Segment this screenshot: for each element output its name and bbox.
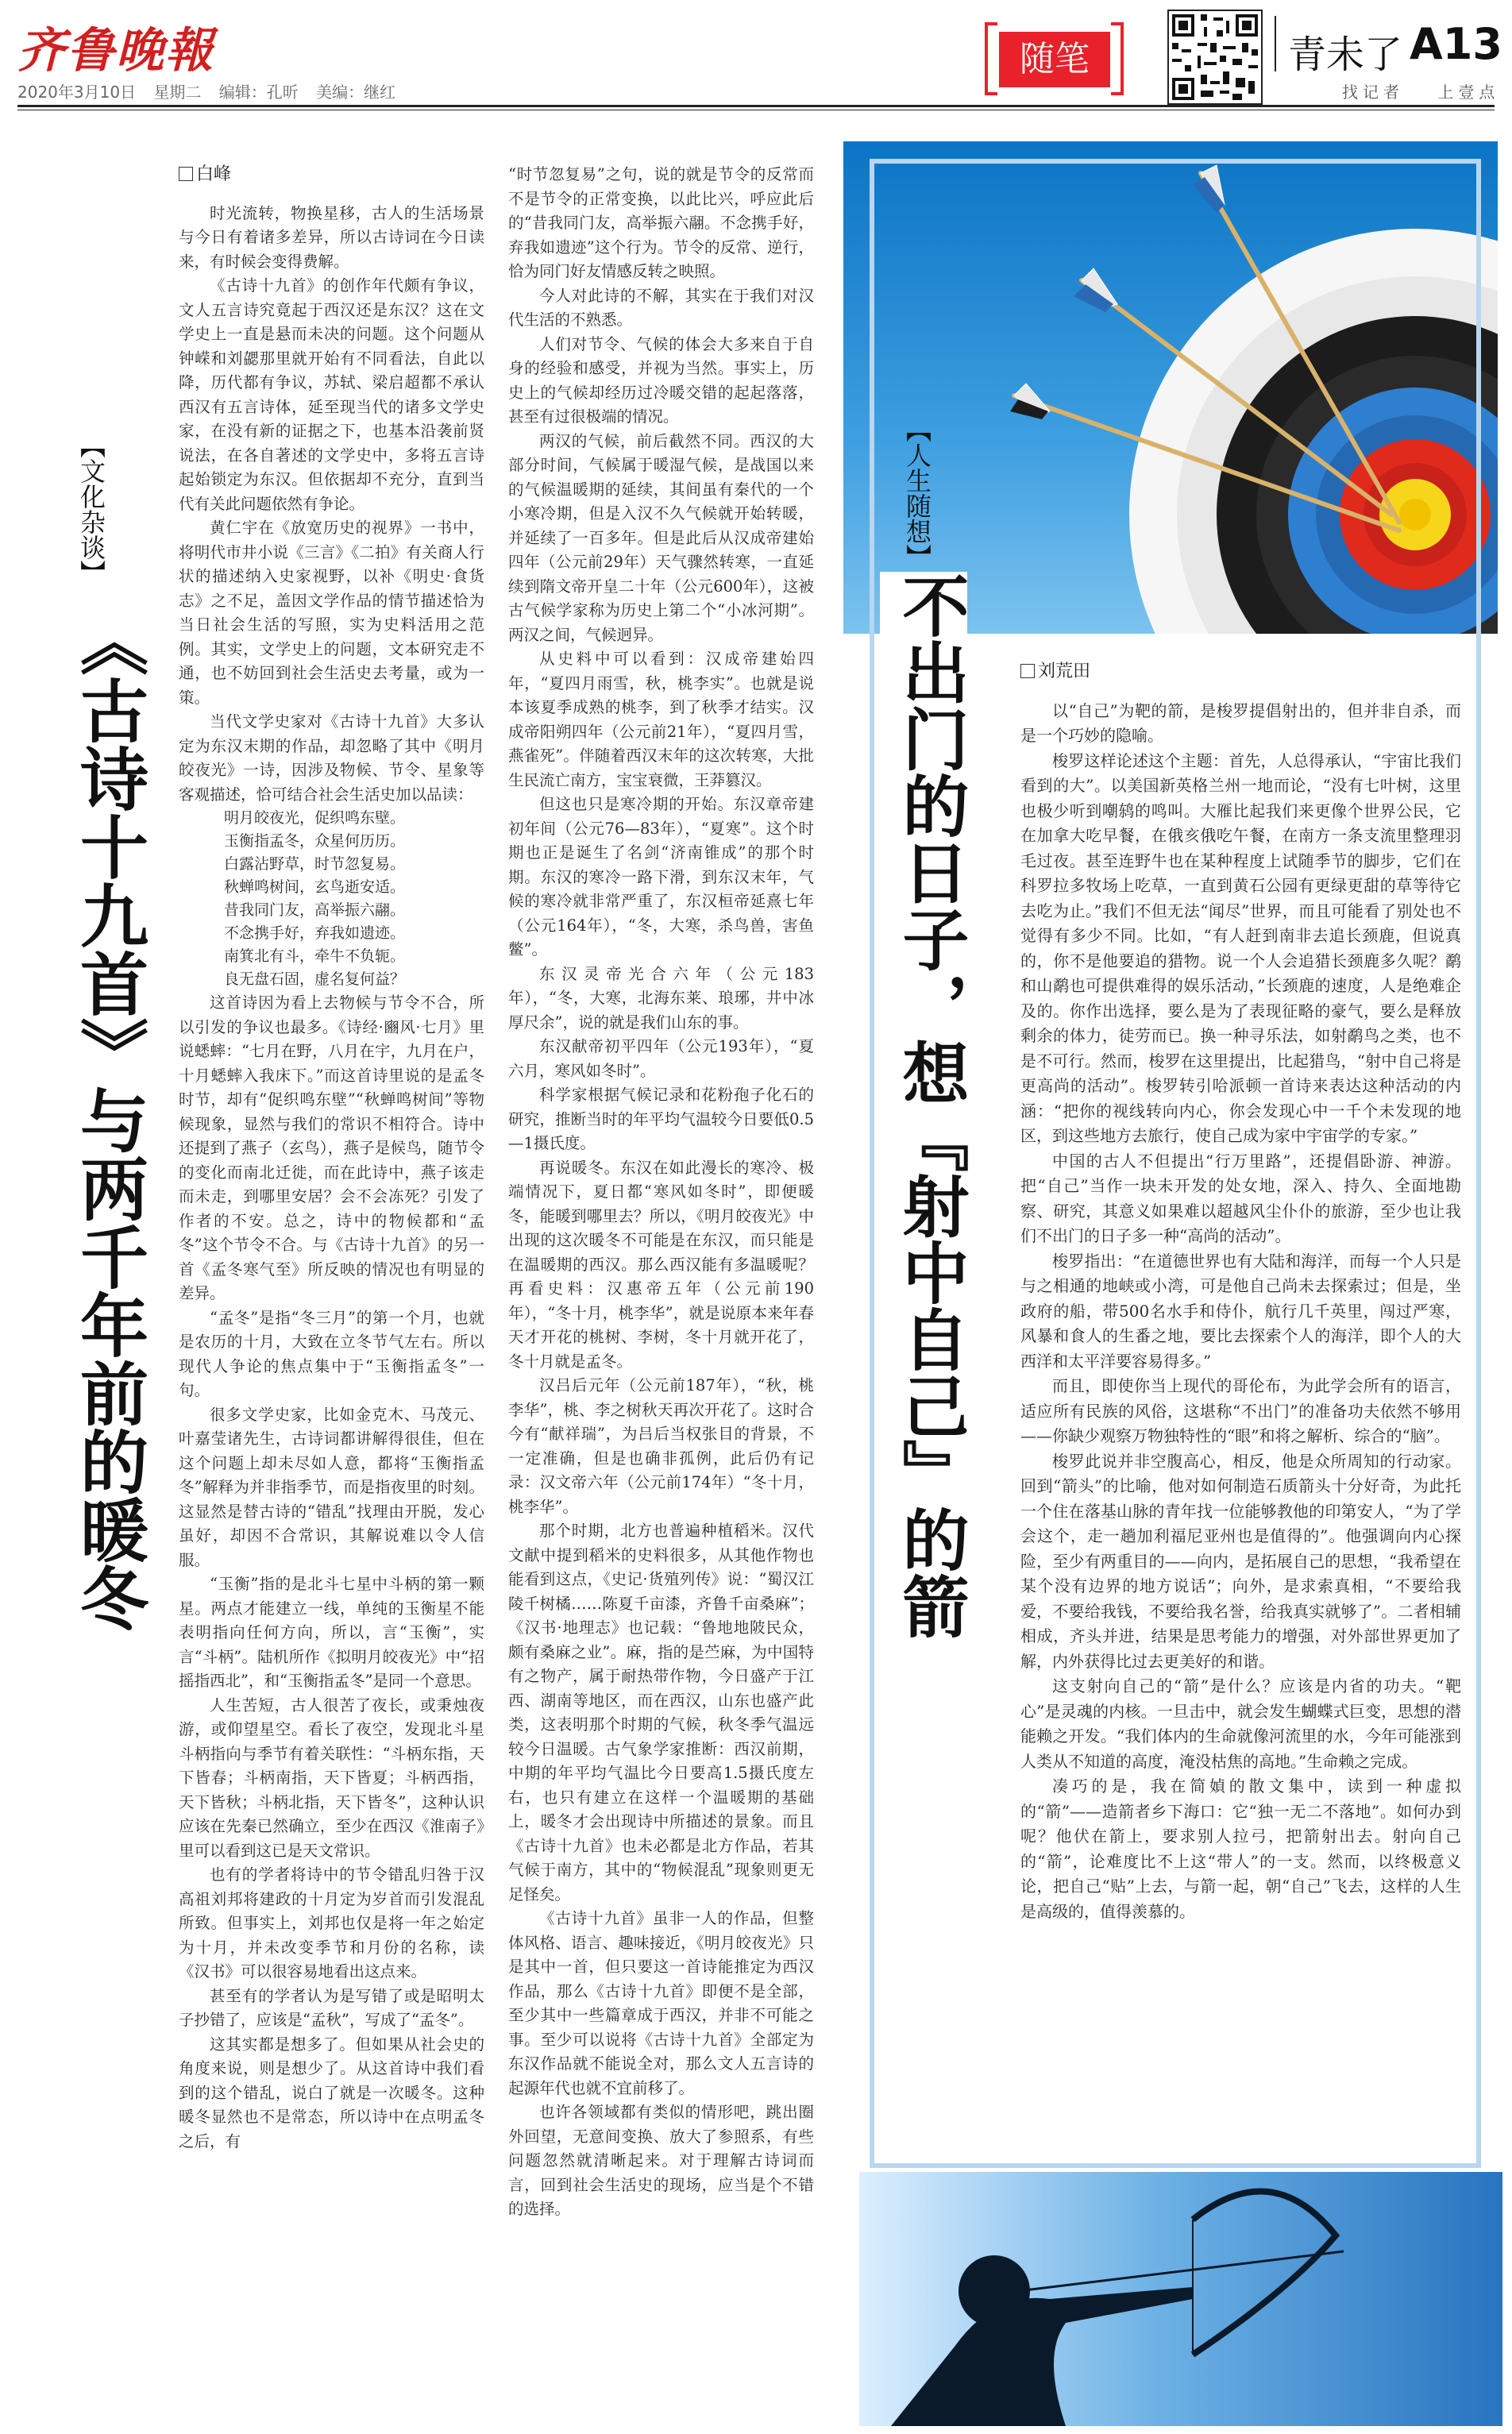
paragraph: 而且，即使你当上现代的哥伦布，为此学会所有的语言，适应所有民族的风俗，这堪称“不出门”的准备功夫依然不够用——你缺少观察万物独特性的“眼”和将之解析、综合的“脑”。 [1020, 1376, 1461, 1445]
article-body [1020, 659, 1461, 1924]
paragraph: 甚至有的学者认为是写错了或是昭明太子抄错了，应该是“孟秋”，写成了“孟冬”。 [179, 1986, 484, 2029]
column-label: 【文化杂谈】 [76, 433, 106, 585]
paragraph: 东汉献帝初平四年（公元193年），“夏六月，寒风如冬时”。 [508, 1037, 814, 1080]
paragraph: 东汉灵帝光合六年（公元183年），“冬，大寒，北海东莱、琅琊，井中冰厚尺余”，说的就是我们山东的事。 [508, 964, 814, 1032]
article-title: 《古诗十九首》与两千年前的暖冬 [68, 608, 148, 1632]
paragraph: 再说暖冬。东汉在如此漫长的寒冷、极端情况下，夏日都“寒风如冬时”，即便暖冬，能暖到哪里去？所以，《明月皎夜光》中出现的这次暖冬不可能是在东汉，而只能是在温暖期的西汉。那么西汉能有多温暖呢？再看史料：汉惠帝五年（公元前190年），“冬十月，桃李华”，就是说原本来年春天才开花的桃树、李树，冬十月就开花了，冬十月就是孟冬。 [508, 1158, 814, 1371]
issue-date: 2020年3月10日 [17, 83, 137, 102]
designer-credit: 美编：继红 [316, 83, 396, 102]
paragraph: 以“自己”为靶的箭，是梭罗提倡射出的，但并非自杀，而是一个巧妙的隐喻。 [1020, 700, 1461, 745]
byline: 刘荒田 [1020, 659, 1461, 685]
paragraph: 当代文学史家对《古诗十九首》大多认定为东汉末期的作品，却忽略了其中《明月皎夜光》一诗，因涉及物候、节令、星象等客观描述，恰可结合社会生活史加以品读： [179, 712, 484, 804]
paragraph: 科学家根据气候记录和花粉孢子化石的研究，推断当时的年平均气温较今日要低0.5—1摄氏度。 [508, 1086, 814, 1152]
paragraph: 《古诗十九首》的创作年代颇有争议，文人五言诗究竟起于西汉还是东汉？这在文学史上一直是悬而未决的问题。这个问题从钟嵘和刘勰那里就开始有不同看法，自此以降，历代都有争议，苏轼、梁启超都不承认西汉有五言诗体，延至现当代的诸多文学史家，在没有新的证据之下，也基本沿袭前贤说法，在各自著述的文学史中，多将五言诗起始锁定为东汉。但依据却不充分，直到当代有关此问题依然有争论。 [179, 276, 484, 513]
paragraph: 但这也只是寒冷期的开始。东汉章帝建初年间（公元76—83年），“夏寒”。这个时期也正是诞生了名剑“济南锥成”的那个时期。东汉的寒冷一路下滑，到东汉末年，气候的寒冷就非常严重了，东汉桓帝延熹七年（公元164年），“冬，大寒，杀鸟兽，害鱼鳖”。 [508, 795, 814, 959]
paragraph: 汉吕后元年（公元前187年），“秋，桃李华”，桃、李之树秋天再次开花了。这时合今有“献祥瑞”，为吕后当权张目的背景，不一定准确，但是也确非孤例，此后仍有记录：汉文帝六年（公元前174年）“冬十月，桃李华”。 [508, 1376, 814, 1516]
paragraph: 也有的学者将诗中的节令错乱归咎于汉高祖刘邦将建政的十月定为岁首而引发混乱所致。但事实上，刘邦也仅是将一年之始定为十月，并未改变季节和月份的名称，读《汉书》可以很容易地看出这点来。 [179, 1865, 484, 1981]
article-column-1 [179, 163, 484, 2154]
poem-line: 不念携手好，弃我如遗迹。 [224, 924, 406, 942]
paragraph: 两汉的气候，前后截然不同。西汉的大部分时间，气候属于暖湿气候，是战国以来的气候温暖期的延续，其间虽有秦代的一个小寒冷期，但是入汉不久气候就开始转暖，并延续了一百多年。但是此后从汉成帝建始四年（公元前29年）天气骤然转寒，一直延续到隋文帝开皇二十年（公元600年），这被古气候学家称为历史上第二个“小冰河期”。两汉之间，气候迥异。 [508, 431, 814, 644]
paragraph: 这支射向自己的“箭”是什么？应该是内省的功夫。“靶心”是灵魂的内核。一旦击中，就会发生蝴蝶式巨变，思想的潜能赖之开发。“我们体内的生命就像河流里的水，今年可能涨到人类从不知道的高度，淹没枯焦的高地。”生命赖之完成。 [1020, 1676, 1461, 1771]
paragraph: 从史料中可以看到：汉成帝建始四年，“夏四月雨雪，秋，桃李实”。也就是说本该夏季成熟的桃李，到了秋季才结实。汉成帝阳朔四年（公元前21年），“夏四月雪，燕雀死”。伴随着西汉末年的这次转寒，大批生民流亡南方，宝宝衰微，王莽篡汉。 [508, 650, 814, 789]
paragraph: “玉衡”指的是北斗七星中斗柄的第一颗星。两点才能建立一线，单纯的玉衡星不能表明指向任何方向，所以，言“玉衡”，实言“斗柄”。陆机所作《拟明月皎夜光》中“招摇指西北”，和“玉衡指孟冬”是同一个意思。 [179, 1575, 484, 1690]
paragraph: 那个时期，北方也普遍种植稻米。汉代文献中提到稻米的史料很多，从其他作物也能看到这点，《史记·货殖列传》说：“蜀汉江陵千树橘……陈夏千亩漆，齐鲁千亩桑麻”；《汉书·地理志》也记载：“鲁地地陂民众，颇有桑麻之业”。麻，指的是苎麻，为中国特有之物产，属于耐热带作物，今日盛产于江西、湖南等地区，而在西汉，山东也盛产此类，这表明那个时期的气候，秋冬季气温远较今日温暖。古气象学家推断：西汉前期，中期的年平均气温比今日要高1.5摄氏度左右，也只有建立在这样一个温暖期的基础上，暖冬才会出现诗中所描述的景象。而且《古诗十九首》也未必都是北方作品，若其气候于南方，其中的“物候混乱”现象则更无足怪矣。 [508, 1522, 814, 1904]
poem-line: 秋蝉鸣树间，玄鸟逝安适。 [224, 878, 406, 896]
poem-line: 玉衡指孟冬，众星何历历。 [224, 832, 406, 850]
poem-line: 南箕北有斗，牵牛不负轭。 [224, 947, 406, 965]
issue-weekday: 星期二 [153, 83, 202, 102]
section-tag [985, 14, 1124, 91]
archer-silhouette-photo [859, 2172, 1502, 2426]
paragraph: “时节忽复易”之句，说的就是节令的反常而不是节令的正常变换，以此比兴，呼应此后的“昔我同门友，高举振六翮。不念携手好，弃我如遗迹”这个行为。节令的反常、逆行，恰为同门好友情感反转之映照。 [508, 165, 814, 280]
paragraph: 凑巧的是，我在简媜的散文集中，读到一种虚拟的“箭”——造箭者乡下海口：它“独一无二不落地”。如何办到呢？他伏在箭上，要求别人拉弓，把箭射出去。射向自己的“箭”，论难度比不上这“带人”的一支。然而，以终极意义论，把自己“贴”上去，与箭一起，朝“自己”飞去，这样的人生是高级的，值得羡慕的。 [1020, 1776, 1461, 1921]
paragraph: 很多文学史家，比如金克木、马茂元、叶嘉莹诸先生，古诗词都讲解得很佳，但在这个问题上却未尽如人意，都将“玉衡指孟冬”解释为并非指季节，而是指夜里的时刻。这显然是替古诗的“错乱”找理由开脱，发心虽好，却因不合常识，其解说难以令人信服。 [179, 1405, 484, 1569]
article-title: 不出门的日子，想『射中自己』的箭 [880, 572, 967, 1747]
paragraph: 梭罗此说并非空腹高心，相反，他是众所周知的行动家。回到“箭头”的比喻，他对如何制造石质箭头十分好奇，为此托一个住在落基山脉的青年找一位能够教他的印第安人，“为了学会这个，走一趟加利福尼亚州也是值得的”。他强调向内心探险，至少有两重目的——向内，是拓展自己的思想，“我希望在某个没有边界的地方说话”；向外，是求索真相，“不要给我爱，不要给我钱，不要给我名誉，给我真实就够了”。二者相辅相成，齐头并进，结果是思考能力的增强，对外部世界更加了解，内外获得比过去更美好的和谐。 [1020, 1451, 1461, 1671]
reporter-links [1318, 79, 1499, 102]
dateline [17, 79, 408, 102]
paragraph: 这其实都是想多了。但如果从社会史的角度来说，则是想少了。从这首诗中我们看到的这个错乱，说白了就是一次暖冬。这种暖冬显然也不是常态，所以诗中在点明孟冬之后，有 [179, 2035, 484, 2150]
paragraph: 人们对节令、气候的体会大多来自于自身的经验和感受，并视为当然。事实上，历史上的气候却经历过冷暖交错的起起落落，甚至有过很极端的情况。 [508, 334, 814, 426]
page-number: A13 [1410, 19, 1502, 69]
paragraph: 《古诗十九首》虽非一人的作品，但整体风格、语言、趣味接近，《明月皎夜光》只是其中一首，但只要这一首诗能推定为西汉作品，那么《古诗十九首》即便不是全部，至少其中一些篇章成于西汉，并非不可能之事。至少可以说将《古诗十九首》全部定为东汉作品就不能说全对，那么文人五言诗的起源年代也就不宜前移了。 [508, 1909, 814, 2097]
header-rule [17, 105, 1495, 107]
paragraph: 梭罗这样论述这个主题：首先，人总得承认，“宇宙比我们看到的大”。以美国新英格兰州一地而论，“没有七叶树，这里也极少听到嘲鸫的鸣叫。大雁比起我们来更像个世界公民，它在加拿大吃早餐，在俄亥俄吃午餐，在南方一条支流里整理羽毛过夜。甚至连野牛也在某种程度上试随季节的脚步，它们在科罗拉多牧场上吃草，一直到黄石公园有更绿更甜的草等待它去吃为止。”我们不但无法“闻尽”世界，而且可能看了别处也不觉得有多少不同。比如，“有人赶到南非去追长颈鹿，但说真的，你不是他要追的猎物。说一个人会追猎长颈鹿多久呢？鹬和山鹬也可提供难得的娱乐活动，”长颈鹿的速度，人是绝难企及的。你作出选择，要么是为了表现征略的豪气，要么是释放剩余的体力，徒劳而已。换一种寻乐法，如射鹬鸟之类，也不是不可行。然而，梭罗在这里提出，比起猎鸟，“射中自己将是更高尚的活动”。梭罗转引哈派顿一首诗来表达这种活动的内涵：“把你的视线转向内心，你会发现心中一千个未发现的地区，到这些地方去旅行，使自己成为家中宇宙学的专家。” [1020, 750, 1461, 1145]
paragraph: 梭罗指出：“在道德世界也有大陆和海洋，而每一个人只是与之相通的地峡或小湾，可是他自己尚未去探索过；但是，坐政府的船，带500名水手和侍仆，航行几千英里，闯过严寒，风暴和食人的生番之地，要比去探索个人的海洋，即个人的大西洋和太平洋要容易得多。” [1020, 1251, 1461, 1371]
page-name: 青未了 [1288, 33, 1403, 77]
poem-line: 昔我同门友，高举振六翮。 [224, 901, 406, 919]
paragraph: 这首诗因为看上去物候与节令不合，所以引发的争议也最多。《诗经·豳风·七月》里说蟋蟀：“七月在野，八月在宇，九月在户，十月蟋蟀入我床下。”而这首诗里说的是孟冬时节，却有“促织鸣东壁”“秋蝉鸣树间”等物候现象，显然与我们的常识不相符合。诗中还提到了燕子（玄鸟），燕子是候鸟，随节令的变化而南北迁徙，而在此诗中，燕子该走而未走，到哪里安居？会不会冻死？引发了作者的不安。总之，诗中的物候都和“孟冬”这个节令不合。与《古诗十九首》的另一首《孟冬寒气至》所反映的情况也有明显的差异。 [179, 993, 484, 1302]
poem [179, 807, 484, 991]
paragraph: 也许各领域都有类似的情形吧，跳出圈外回望，无意间变换、放大了参照系，有些问题忽然就清晰起来。对于理解古诗词而言，回到社会生活史的现场，应当是个不错的选择。 [508, 2103, 814, 2218]
reporter-link-1[interactable]: 找记者 [1342, 83, 1404, 102]
paragraph: 今人对此诗的不解，其实在于我们对汉代生活的不熟悉。 [508, 286, 814, 329]
paragraph: 时光流转，物换星移，古人的生活场景与今日有着诸多差异，所以古诗词在今日读来，有时候会变得费解。 [179, 203, 484, 271]
paragraph: 黄仁宇在《放宽历史的视界》一书中，将明代市井小说《三言》《二拍》有关商人行状的描述纳入史家视野，以补《明史·食货志》之不足，盖因文学作品的情节描述恰为当日社会生活的写照，实为史料活用之范例。其实，文学史上的问题，文本研究走不通，也不妨回到社会生活史去考量，或为一策。 [179, 519, 484, 707]
reporter-link-2[interactable]: 上壹点 [1437, 83, 1500, 102]
poem-line: 明月皎夜光，促织鸣东壁。 [224, 809, 406, 827]
tag-bracket-left [985, 22, 997, 95]
newspaper-logo: 齐鲁晚報 [17, 23, 214, 79]
paragraph: “孟冬”是指“冬三月”的第一个月，也就是农历的十月，大致在立冬节气左右。所以现代人争论的焦点集中于“玉衡指孟冬”一句。 [179, 1308, 484, 1399]
article-column-2 [508, 163, 814, 2222]
poem-line: 良无盘石固，虚名复何益？ [224, 970, 406, 988]
tag-bracket-right [1111, 22, 1124, 95]
paragraph: 人生苦短，古人很苦了夜长，或秉烛夜游，或仰望星空。看长了夜空，发现北斗星斗柄指向与季节有着关联性：“斗柄东指，天下皆春；斗柄南指，天下皆夏；斗柄西指，天下皆秋；斗柄北指，天下皆冬”，这种认识应该在先秦已然确立，至少在西汉《淮南子》里可以看到这已是天文常识。 [179, 1695, 484, 1860]
section-tag-label: 随笔 [999, 32, 1110, 87]
byline: 白峰 [179, 163, 484, 187]
paragraph: 中国的古人不但提出“行万里路”，还提倡卧游、神游。把“自己”当作一块未开发的处女地，深入、持久、全面地勘察、研究，其意义如果难以超越风尘仆仆的旅游，至少也让我们不出门的日子多一种“高尚的活动”。 [1020, 1151, 1461, 1245]
editor-credit: 编辑：孔昕 [218, 83, 299, 102]
qr-code-icon[interactable] [1167, 10, 1263, 105]
column-label: 【人生随想】 [902, 417, 932, 569]
poem-line: 白露沾野草，时节忽复易。 [224, 855, 406, 873]
header-divider [1275, 16, 1276, 71]
